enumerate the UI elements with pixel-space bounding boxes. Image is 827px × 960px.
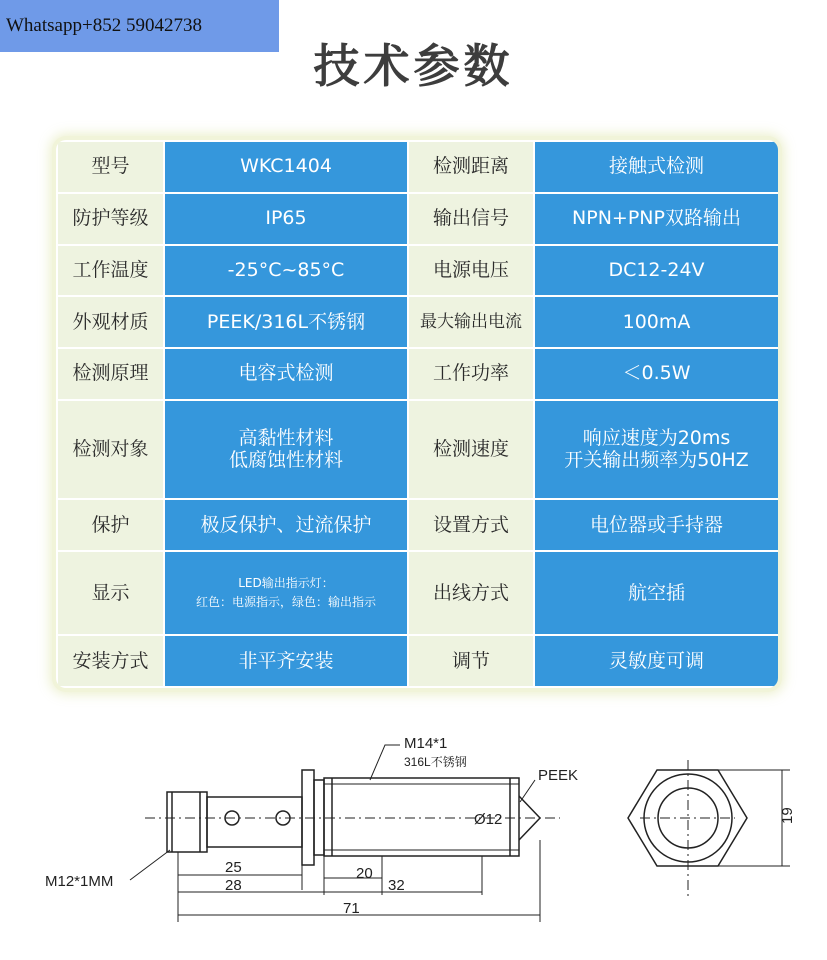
- spec-value-line: IP65: [265, 207, 307, 230]
- spec-value: [164, 141, 408, 193]
- spec-value-line: NPN+PNP双路输出: [572, 207, 741, 230]
- spec-label: 显示: [57, 551, 164, 635]
- spec-value: [164, 499, 408, 551]
- spec-row: [57, 499, 778, 551]
- dimension-32: 32: [388, 877, 405, 894]
- spec-label: 保护: [57, 499, 164, 551]
- spec-label: 检测原理: [57, 348, 164, 400]
- dimension-28: 28: [225, 877, 242, 894]
- spec-label: 型号: [57, 141, 164, 193]
- spec-value-line: LED输出指示灯：: [238, 575, 334, 590]
- spec-value-line: 高黏性材料: [238, 426, 334, 449]
- spec-value: [164, 245, 408, 297]
- material-label: 316L不锈钢: [404, 755, 467, 769]
- dimension-drawing: [0, 700, 827, 960]
- spec-label: 检测距离: [408, 141, 534, 193]
- spec-label: 工作温度: [57, 245, 164, 297]
- spec-row: [57, 551, 778, 635]
- sensor-body: [207, 797, 302, 847]
- spec-value: [534, 193, 778, 245]
- spec-label: 最大输出电流: [408, 296, 534, 348]
- spec-table: [56, 140, 778, 688]
- spec-label: 调节: [408, 635, 534, 687]
- spec-label: 出线方式: [408, 551, 534, 635]
- whatsapp-contact-banner: Whatsapp+852 59042738: [0, 0, 279, 52]
- spec-value-line: 航空插: [627, 581, 685, 604]
- spec-label: 工作功率: [408, 348, 534, 400]
- spec-label: 电源电压: [408, 245, 534, 297]
- thread-label: M14*1: [404, 735, 448, 752]
- spec-value-line: 电容式检测: [238, 362, 334, 385]
- spec-label: 外观材质: [57, 296, 164, 348]
- spec-value-line: 红色：电源指示，绿色：输出指示: [195, 594, 376, 609]
- spec-value: [534, 348, 778, 400]
- spec-label: 防护等级: [57, 193, 164, 245]
- spec-label: 安装方式: [57, 635, 164, 687]
- spec-value-line: 响应速度为20ms: [582, 426, 731, 449]
- spec-row: [57, 635, 778, 687]
- spec-value: [534, 635, 778, 687]
- spec-value-line: 100mA: [622, 310, 691, 333]
- spec-row: [57, 141, 778, 193]
- spec-value: [164, 348, 408, 400]
- spec-row: [57, 245, 778, 297]
- spec-value: [534, 499, 778, 551]
- connector-body: [167, 792, 207, 852]
- spec-value: [164, 296, 408, 348]
- spec-value-line: WKC1404: [240, 155, 332, 178]
- dimension-25: 25: [225, 859, 242, 876]
- spec-value-line: 极反保护、过流保护: [200, 513, 372, 536]
- spec-row: [57, 193, 778, 245]
- spec-value-line: 电位器或手持器: [589, 513, 723, 536]
- spec-value-line: 非平齐安装: [238, 649, 334, 672]
- diameter-label: Ø12: [474, 811, 503, 828]
- spec-value-line: DC12-24V: [608, 258, 705, 281]
- spec-value: [164, 400, 408, 499]
- spec-value-line: PEEK/316L不锈钢: [206, 310, 366, 333]
- spec-value-line: 开关输出频率为50HZ: [564, 449, 749, 472]
- spec-row: [57, 400, 778, 499]
- spec-value: [534, 551, 778, 635]
- spec-label: 检测对象: [57, 400, 164, 499]
- spec-value-line: ＜0.5W: [622, 362, 691, 385]
- page-title: 技术参数: [313, 39, 514, 93]
- spec-row: [57, 296, 778, 348]
- dimension-71: 71: [343, 900, 360, 917]
- dimension-20: 20: [356, 865, 373, 882]
- spec-label: 检测速度: [408, 400, 534, 499]
- spec-value-line: -25°C~85°C: [227, 258, 345, 281]
- spec-table-container: [56, 140, 778, 688]
- spec-value: [164, 551, 408, 635]
- spec-value-line: 接触式检测: [608, 155, 704, 178]
- spec-label: 输出信号: [408, 193, 534, 245]
- spec-value: [534, 400, 778, 499]
- connector-thread-label: M12*1MM: [45, 873, 114, 890]
- tip-material-label: PEEK: [538, 767, 579, 784]
- spec-value-line: 低腐蚀性材料: [228, 449, 343, 472]
- spec-row: [57, 348, 778, 400]
- spec-value: [534, 141, 778, 193]
- spec-label: 设置方式: [408, 499, 534, 551]
- hex-width-label: 19: [779, 807, 796, 824]
- spec-value: [164, 635, 408, 687]
- spec-value-line: 灵敏度可调: [608, 649, 704, 672]
- spec-value: [534, 245, 778, 297]
- spec-value: [534, 296, 778, 348]
- spec-value: [164, 193, 408, 245]
